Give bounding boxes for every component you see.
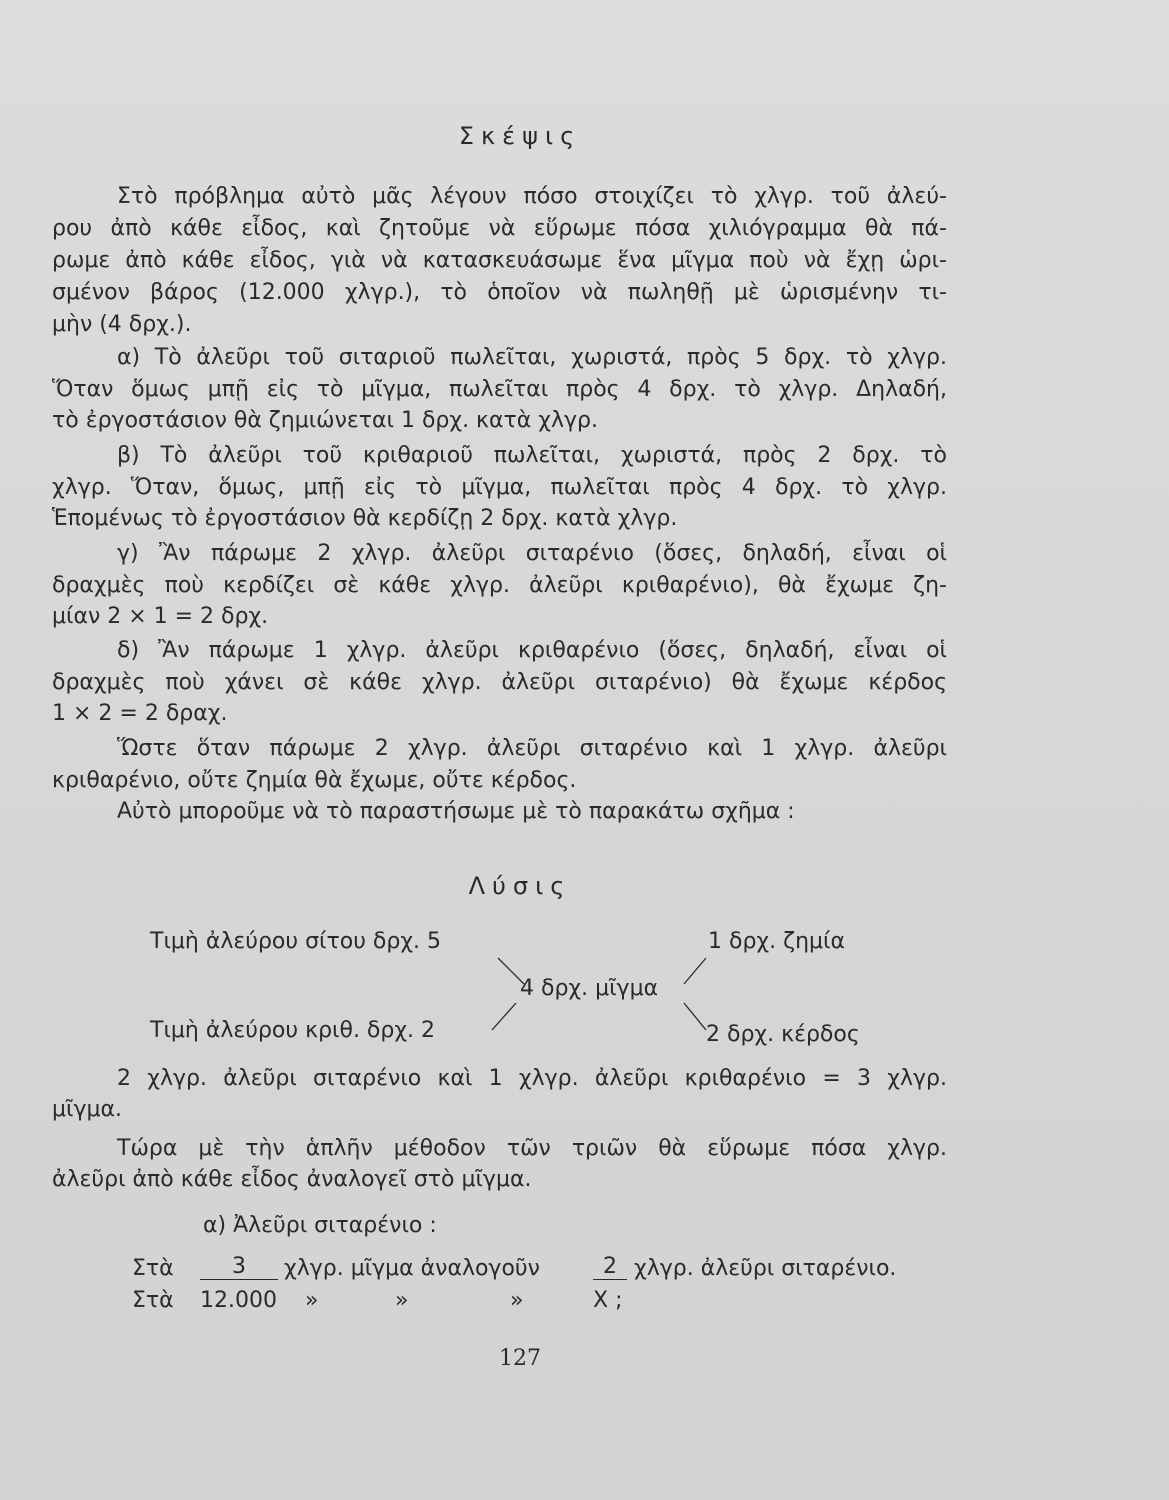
subsection-wheat-flour: α) Ἀλεῦρι σιταρένιο :: [203, 1213, 437, 1238]
row1-amount: 3: [200, 1254, 278, 1280]
text-line: δραχμὲς ποὺ χάνει σὲ κάθε χλγρ. ἀλεῦρι σιταρένιο) θὰ ἔχωμε κέρδος: [52, 670, 947, 695]
text-line: χλγρ. Ὅταν, ὅμως, μπῇ εἰς τὸ μῖγμα, πωλεῖται πρὸς 4 δρχ. τὸ χλγρ.: [52, 475, 947, 500]
text-line: Ὥστε ὅταν πάρωμε 2 χλγρ. ἀλεῦρι σιταρένιο καὶ 1 χλγρ. ἀλεῦρι: [117, 736, 947, 761]
diagram-profit: 2 δρχ. κέρδος: [706, 1022, 860, 1047]
text-line: β) Τὸ ἀλεῦρι τοῦ κριθαριοῦ πωλεῖται, χωριστά, πρὸς 2 δρχ. τὸ: [117, 443, 947, 468]
diagram-barley-price: Τιμὴ ἀλεύρου κριθ. δρχ. 2: [150, 1018, 436, 1043]
text-line: Τώρα μὲ τὴν ἁπλῆν μέθοδον τῶν τριῶν θὰ εὕρωμε πόσα χλγρ.: [117, 1136, 947, 1161]
row2-label: Στὰ: [132, 1288, 174, 1313]
text-line: 2 χλγρ. ἀλεῦρι σιταρένιο καὶ 1 χλγρ. ἀλεῦρι κριθαρένιο = 3 χλγρ.: [117, 1066, 947, 1091]
text-line: Αὐτὸ μποροῦμε νὰ τὸ παραστήσωμε μὲ τὸ παρακάτω σχῆμα :: [117, 799, 795, 824]
text-line: τὸ ἐργοστάσιον θὰ ζημιώνεται 1 δρχ. κατὰ χλγρ.: [52, 408, 598, 433]
text-line: Ὅταν ὅμως μπῇ εἰς τὸ μῖγμα, πωλεῖται πρὸς 4 δρχ. τὸ χλγρ. Δηλαδή,: [52, 377, 947, 402]
text-line: α) Τὸ ἀλεῦρι τοῦ σιταριοῦ πωλεῖται, χωριστά, πρὸς 5 δρχ. τὸ χλγρ.: [117, 345, 947, 370]
row2-unknown: X ;: [593, 1288, 623, 1313]
text-line: ἀλεῦρι ἀπὸ κάθε εἶδος ἀναλογεῖ στὸ μῖγμα.: [52, 1167, 532, 1192]
heading-thought: Σκέψις: [458, 122, 582, 150]
diagram-loss: 1 δρχ. ζημία: [708, 929, 845, 954]
text-line: κριθαρένιο, οὔτε ζημία θὰ ἔχωμε, οὔτε κέρδος.: [52, 768, 577, 793]
diagram-line-bottom-left: [492, 1003, 516, 1030]
ditto-mark: »: [510, 1288, 524, 1313]
text-line: 1 × 2 = 2 δραχ.: [52, 701, 228, 726]
text-line: ρωμε ἀπὸ κάθε εἶδος, γιὰ νὰ κατασκευάσωμε ἕνα μῖγμα ποὺ νὰ ἔχῃ ὡρι-: [52, 248, 947, 273]
row1-label: Στὰ: [132, 1256, 174, 1281]
diagram-wheat-price: Τιμὴ ἀλεύρου σίτου δρχ. 5: [150, 929, 442, 954]
text-line: μῖγμα.: [52, 1097, 122, 1122]
text-line: δραχμὲς ποὺ κερδίζει σὲ κάθε χλγρ. ἀλεῦρι κριθαρένιο), θὰ ἔχωμε ζη-: [52, 573, 947, 598]
row2-amount: 12.000: [200, 1288, 277, 1313]
diagram-line-bottom-right: [684, 1003, 706, 1030]
row1-tail: χλγρ. ἀλεῦρι σιταρένιο.: [634, 1256, 897, 1281]
text-line: Ἑπομένως τὸ ἐργοστάσιον θὰ κερδίζῃ 2 δρχ. κατὰ χλγρ.: [52, 506, 678, 531]
row1-text: χλγρ. μῖγμα ἀναλογοῦν: [284, 1256, 540, 1281]
text-line: μὴν (4 δρχ.).: [52, 312, 192, 337]
text-line: Στὸ πρόβλημα αὐτὸ μᾶς λέγουν πόσο στοιχίζει τὸ χλγρ. τοῦ ἀλεύ-: [117, 184, 947, 209]
heading-solution: Λύσις: [468, 872, 572, 900]
row1-ratio: 2: [593, 1254, 627, 1280]
ditto-mark: »: [395, 1288, 409, 1313]
text-line: σμένον βάρος (12.000 χλγρ.), τὸ ὁποῖον νὰ πωληθῇ μὲ ὡρισμένην τι-: [52, 280, 947, 305]
text-line: γ) Ἂν πάρωμε 2 χλγρ. ἀλεῦρι σιταρένιο (ὅσες, δηλαδή, εἶναι οἱ: [117, 541, 947, 566]
ditto-mark: »: [305, 1288, 319, 1313]
diagram-line-top-right: [684, 958, 706, 984]
text-line: δ) Ἂν πάρωμε 1 χλγρ. ἀλεῦρι κριθαρένιο (ὅσες, δηλαδή, εἶναι οἱ: [117, 638, 947, 663]
diagram-mix-price: 4 δρχ. μῖγμα: [520, 976, 659, 1001]
text-line: ρου ἀπὸ κάθε εἶδος, καὶ ζητοῦμε νὰ εὕρωμε πόσα χιλιόγραμμα θὰ πά-: [52, 216, 947, 241]
page-number: 127: [499, 1346, 541, 1371]
text-line: μίαν 2 × 1 = 2 δρχ.: [52, 604, 269, 629]
